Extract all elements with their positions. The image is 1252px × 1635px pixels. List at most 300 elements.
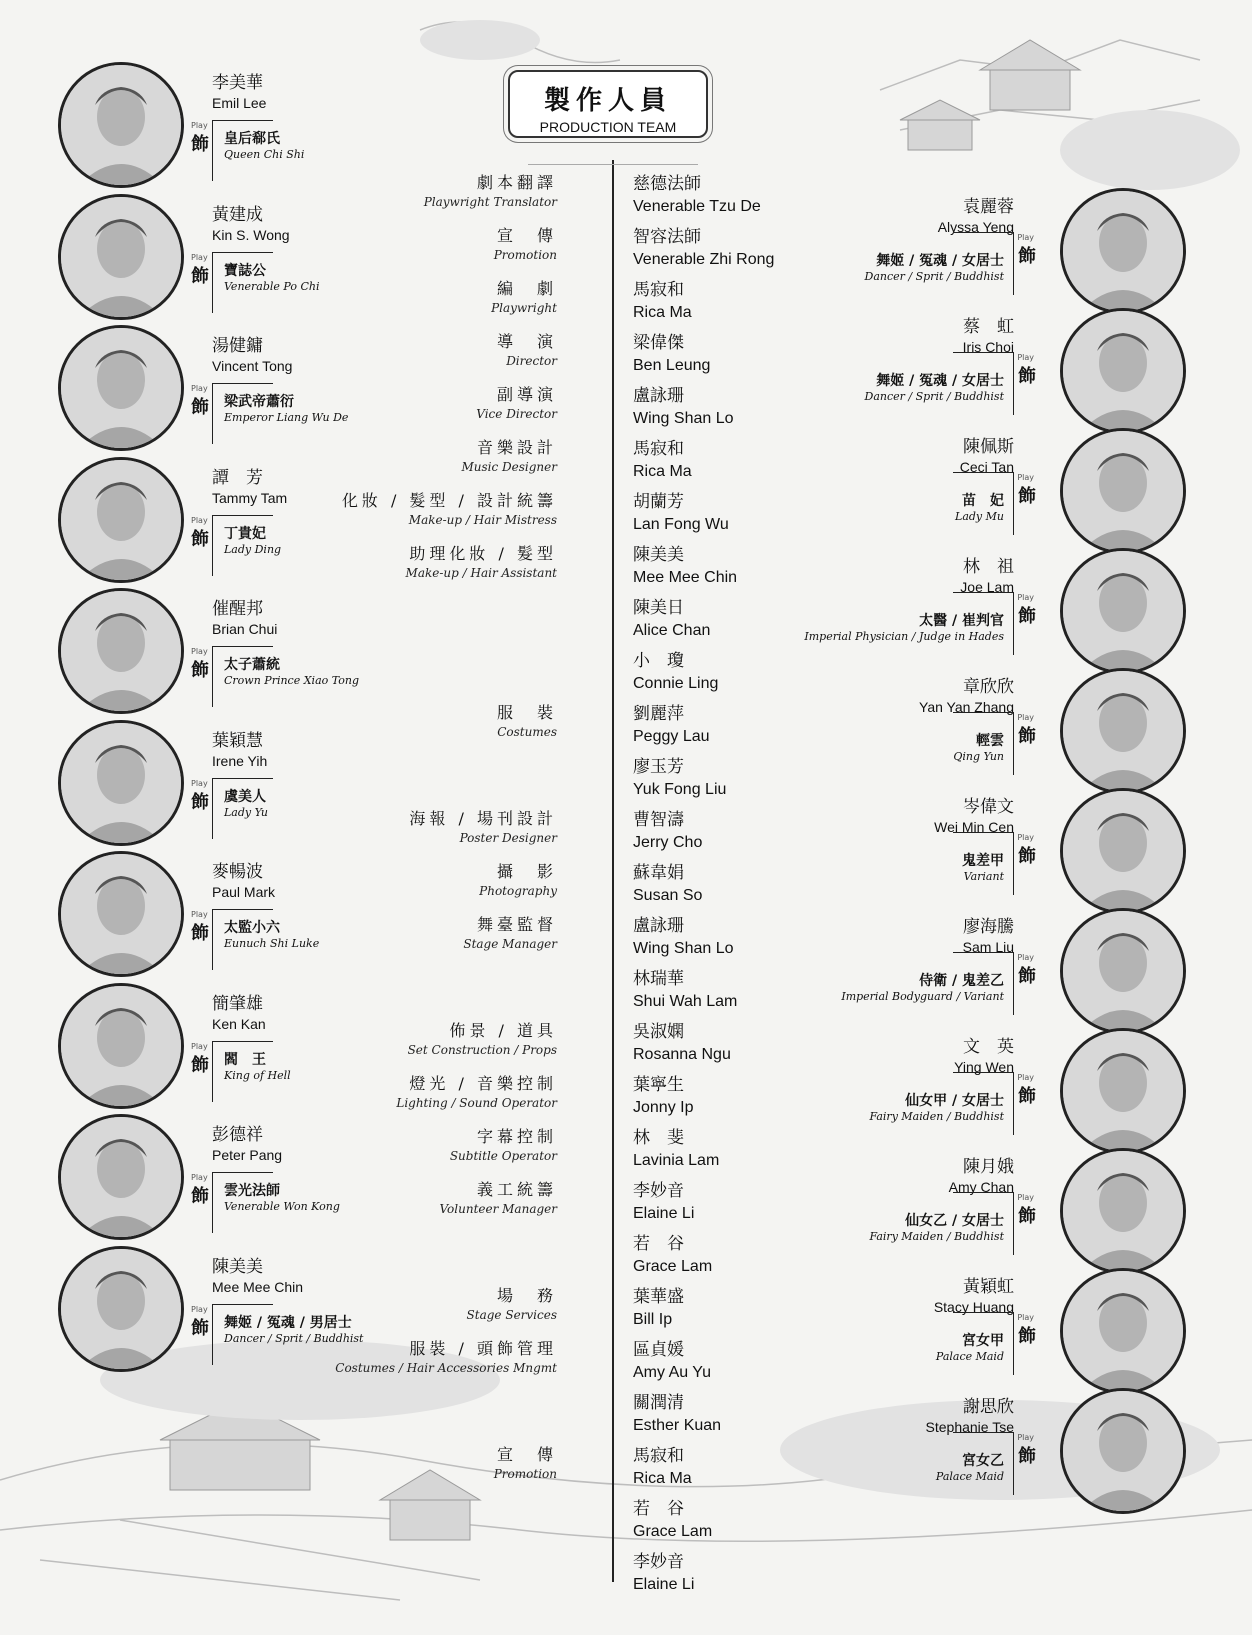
portrait-placeholder-icon xyxy=(61,197,181,317)
center-divider xyxy=(612,160,614,1582)
play-label: Play xyxy=(191,515,208,525)
cast-name xyxy=(934,1276,1014,1316)
portrait-placeholder-icon xyxy=(1063,1151,1183,1271)
crew-person-english-name: Alice Chan xyxy=(633,622,711,639)
crew-person-chinese-name: 智容法師 xyxy=(633,227,701,247)
crew-names xyxy=(633,914,833,1020)
center-divider-cap xyxy=(528,164,698,165)
crew-role xyxy=(409,808,557,846)
cast-english-name: Alyssa Yeng xyxy=(937,219,1014,235)
cast-english-name: Sam Liu xyxy=(962,939,1014,955)
crew-person xyxy=(633,172,833,225)
crew-person xyxy=(633,1338,833,1391)
crew-person-chinese-name: 廖玉芳 xyxy=(633,757,684,777)
cast-portrait xyxy=(1060,188,1186,314)
crew-person-english-name: Jonny Ip xyxy=(633,1099,694,1116)
crew-person-chinese-name: 林瑞華 xyxy=(633,969,684,989)
cast-portrait xyxy=(58,62,184,188)
crew-person-english-name: Venerable Tzu De xyxy=(633,198,761,215)
crew-role-chinese: 導 演 xyxy=(496,332,557,351)
crew-person xyxy=(633,1073,833,1126)
cast-chinese-name: 催醒邦 xyxy=(212,599,263,619)
cast-chinese-name: 黃穎虹 xyxy=(963,1277,1014,1297)
cast-name xyxy=(926,1396,1014,1436)
crew-role-chinese: 化妝 / 髮型 / 設計統籌 xyxy=(341,491,557,510)
crew-role-chinese: 燈光 / 音樂控制 xyxy=(409,1074,557,1093)
crew-role-english: Poster Designer xyxy=(459,831,557,845)
cast-english-name: Stephanie Tse xyxy=(925,1419,1014,1435)
crew-names xyxy=(633,1179,833,1285)
crew-role xyxy=(491,278,557,316)
crew-role-english: Photography xyxy=(479,884,557,898)
cast-english-name: Yan Yan Zhang xyxy=(919,699,1014,715)
cast-role xyxy=(869,1092,1004,1124)
play-label: Play xyxy=(191,910,208,919)
cast-role-english: Dancer / Sprit / Buddhist xyxy=(864,270,1004,283)
crew-role-english: Stage Manager xyxy=(463,937,557,951)
cast-role xyxy=(962,852,1004,884)
play-label: Play xyxy=(191,121,208,130)
cast-role-chinese: 舞姬 / 冤魂 / 男居士 xyxy=(224,1314,352,1331)
cast-name xyxy=(212,1256,303,1296)
cast-role xyxy=(224,919,319,951)
play-label: Play xyxy=(1017,1193,1034,1202)
cast-role-chinese: 太監小六 xyxy=(224,920,280,936)
crew-names xyxy=(633,1073,833,1126)
crew-person xyxy=(633,1285,833,1338)
cast-english-name: Amy Chan xyxy=(948,1179,1014,1195)
crew-names xyxy=(633,225,833,278)
portrait-placeholder-icon xyxy=(61,1249,181,1369)
cast-role-english: Imperial Physician / Judge in Hades xyxy=(804,630,1004,643)
crew-role xyxy=(497,702,557,740)
crew-role-chinese: 助理化妝 / 髮型 xyxy=(409,544,557,563)
portrait-placeholder-icon xyxy=(61,986,181,1106)
cast-role-english: Lady Mu xyxy=(955,510,1004,523)
crew-person xyxy=(633,1232,833,1285)
cast-role-english: Palace Maid xyxy=(935,1470,1004,1483)
crew-person-english-name: Lavinia Lam xyxy=(633,1152,720,1169)
crew-names xyxy=(633,490,833,543)
crew-role-chinese: 攝 影 xyxy=(496,862,557,881)
crew-role xyxy=(396,1073,557,1111)
cast-role xyxy=(869,1212,1004,1244)
cast-name xyxy=(934,796,1014,836)
cast-english-name: Brian Chui xyxy=(212,621,278,637)
cast-role-chinese: 太子蕭統 xyxy=(224,657,280,673)
cast-chinese-name: 黃建成 xyxy=(212,204,263,225)
cast-chinese-name: 章欣欣 xyxy=(963,677,1014,697)
cast-role-chinese: 閻 王 xyxy=(224,1051,266,1068)
portrait-placeholder-icon xyxy=(1063,191,1183,311)
crew-names xyxy=(633,1444,833,1603)
cast-portrait xyxy=(1060,788,1186,914)
crew-role xyxy=(406,543,557,581)
cast-role-chinese: 仙女乙 / 女居士 xyxy=(905,1213,1004,1229)
cast-english-name: Stacy Huang xyxy=(933,1299,1014,1315)
crew-person-chinese-name: 陳美美 xyxy=(633,545,684,565)
cast-role xyxy=(953,732,1004,764)
cast-role-chinese: 鬼差甲 xyxy=(962,853,1004,869)
crew-person-english-name: Elaine Li xyxy=(633,1205,695,1222)
cast-english-name: Emil Lee xyxy=(212,95,267,111)
crew-person-chinese-name: 小 瓊 xyxy=(633,651,684,671)
crew-names xyxy=(633,808,833,861)
crew-person xyxy=(633,543,833,596)
cast-role xyxy=(224,525,281,557)
cast-role-english: Venerable Won Kong xyxy=(224,1200,340,1213)
crew-person xyxy=(633,702,833,755)
play-label: Play xyxy=(191,647,208,656)
cast-portrait xyxy=(58,720,184,846)
portrait-placeholder-icon xyxy=(1063,1031,1183,1151)
crew-names xyxy=(633,1126,833,1179)
play-as-glyph: 飾 xyxy=(1018,1326,1036,1347)
cast-role xyxy=(224,393,348,425)
crew-role xyxy=(408,1020,557,1058)
play-label: Play xyxy=(1017,953,1034,962)
portrait-placeholder-icon xyxy=(61,328,181,448)
portrait-placeholder-icon xyxy=(1063,671,1183,791)
crew-role xyxy=(463,914,557,952)
cast-chinese-name: 文 英 xyxy=(963,1037,1014,1057)
crew-person-chinese-name: 梁偉傑 xyxy=(633,333,684,353)
portrait-placeholder-icon xyxy=(1063,431,1183,551)
cast-name xyxy=(949,1156,1014,1196)
crew-role-chinese: 服裝 / 頭飾管理 xyxy=(409,1339,557,1358)
cast-role-chinese: 梁武帝蕭衍 xyxy=(224,394,294,410)
crew-person-chinese-name: 葉華盛 xyxy=(633,1287,684,1307)
crew-names xyxy=(633,384,833,437)
cast-english-name: Iris Choi xyxy=(962,339,1014,355)
cast-role xyxy=(955,492,1004,524)
cast-chinese-name: 陳佩斯 xyxy=(963,437,1014,457)
crew-role xyxy=(494,225,557,263)
cast-english-name: Paul Mark xyxy=(212,884,276,900)
crew-person-chinese-name: 區貞媛 xyxy=(633,1340,684,1360)
crew-role-english: Vice Director xyxy=(476,407,557,421)
cast-role xyxy=(224,1051,291,1083)
play-as-glyph: 飾 xyxy=(1018,366,1036,387)
play-label: Play xyxy=(191,1173,208,1182)
crew-person-chinese-name: 曹智濤 xyxy=(633,810,684,830)
crew-person xyxy=(633,914,833,967)
crew-role xyxy=(450,1126,557,1164)
crew-role-english: Stage Services xyxy=(466,1308,557,1322)
cast-role-chinese: 宮女甲 xyxy=(962,1333,1004,1349)
cast-portrait xyxy=(1060,308,1186,434)
play-label: Play xyxy=(1017,713,1034,722)
cast-name xyxy=(212,204,290,244)
cast-portrait xyxy=(1060,908,1186,1034)
cast-role-english: Fairy Maiden / Buddhist xyxy=(869,1230,1004,1243)
portrait-placeholder-icon xyxy=(61,591,181,711)
play-as-glyph: 飾 xyxy=(191,660,209,681)
crew-role-english: Promotion xyxy=(493,248,557,262)
cast-portrait xyxy=(1060,1268,1186,1394)
crew-person xyxy=(633,649,833,702)
portrait-placeholder-icon xyxy=(61,854,181,974)
crew-person-english-name: Lan Fong Wu xyxy=(633,516,729,533)
cast-role-english: Palace Maid xyxy=(935,1350,1004,1363)
crew-role-chinese: 海報 / 場刊設計 xyxy=(409,809,557,828)
production-team-title-plaque xyxy=(508,70,708,138)
play-label: Play xyxy=(1017,1433,1034,1442)
play-as-glyph: 飾 xyxy=(1018,246,1036,267)
crew-person-chinese-name: 劉麗萍 xyxy=(633,704,684,724)
cast-role-english: Eunuch Shi Luke xyxy=(224,937,320,950)
crew-role xyxy=(476,384,557,422)
portrait-placeholder-icon xyxy=(1063,1271,1183,1391)
crew-names xyxy=(633,1020,833,1073)
crew-role-english: Subtitle Operator xyxy=(449,1149,557,1163)
cast-chinese-name: 袁麗蓉 xyxy=(963,197,1014,217)
portrait-placeholder-icon xyxy=(61,460,181,580)
portrait-placeholder-icon xyxy=(61,723,181,843)
crew-person xyxy=(633,278,833,331)
crew-person-english-name: Yuk Fong Liu xyxy=(633,781,727,798)
play-label: Play xyxy=(191,384,208,393)
cast-name xyxy=(212,861,275,901)
cast-chinese-name: 廖海騰 xyxy=(963,917,1014,937)
crew-role-english: Set Construction / Props xyxy=(407,1043,557,1057)
play-label: Play xyxy=(191,778,208,788)
play-label: Play xyxy=(1017,1313,1034,1322)
crew-role-chinese: 佈景 / 道具 xyxy=(449,1021,557,1040)
crew-person-chinese-name: 若 谷 xyxy=(633,1499,684,1519)
play-as-glyph: 飾 xyxy=(1018,846,1036,867)
crew-person-chinese-name: 李妙音 xyxy=(633,1552,684,1572)
play-label: Play xyxy=(191,252,208,262)
play-label: Play xyxy=(191,1304,208,1314)
cast-role-chinese: 舞姬 / 冤魂 / 女居士 xyxy=(876,373,1004,389)
title-chinese: 製作人員 xyxy=(543,86,672,116)
cast-role xyxy=(865,252,1004,284)
cast-portrait xyxy=(1060,1028,1186,1154)
cast-role-english: King of Hell xyxy=(224,1068,291,1082)
cast-role-chinese: 雲光法師 xyxy=(224,1183,280,1199)
crew-role xyxy=(335,1338,557,1376)
play-label: Play xyxy=(1017,473,1034,482)
crew-person-english-name: Connie Ling xyxy=(633,675,719,692)
play-as-glyph: 飾 xyxy=(1018,726,1036,747)
play-label: Play xyxy=(1017,1073,1034,1082)
crew-person-chinese-name: 慈德法師 xyxy=(633,174,701,194)
play-as-glyph: 飾 xyxy=(191,791,209,813)
crew-role-chinese: 服 裝 xyxy=(496,703,557,722)
cast-name xyxy=(919,676,1014,716)
crew-role xyxy=(479,861,557,899)
crew-names xyxy=(633,331,833,384)
cast-name xyxy=(938,196,1014,236)
crew-person-english-name: Jerry Cho xyxy=(633,834,703,851)
crew-person xyxy=(633,1179,833,1232)
crew-names xyxy=(633,278,833,331)
crew-role xyxy=(461,437,557,475)
cast-english-name: Tammy Tam xyxy=(212,489,288,506)
cast-chinese-name: 林 祖 xyxy=(963,557,1014,577)
crew-role-chinese: 字幕控制 xyxy=(476,1127,557,1146)
crew-role-chinese: 舞臺監督 xyxy=(476,915,557,934)
cast-chinese-name: 李美華 xyxy=(212,73,263,93)
cast-role-chinese: 輕雲 xyxy=(976,733,1004,749)
cast-role xyxy=(224,262,320,294)
crew-role-english: Director xyxy=(506,354,557,368)
cast-portrait xyxy=(58,1114,184,1240)
crew-person-chinese-name: 馬寂和 xyxy=(633,1446,684,1466)
crew-person-english-name: Susan So xyxy=(633,887,703,904)
crew-person xyxy=(633,1550,833,1603)
cast-role xyxy=(224,130,304,162)
crew-person-english-name: Wing Shan Lo xyxy=(633,410,734,427)
cast-portrait xyxy=(58,1246,184,1372)
cast-role-chinese: 丁貴妃 xyxy=(224,525,266,542)
cast-english-name: Ken Kan xyxy=(212,1015,266,1032)
crew-names xyxy=(633,702,833,808)
cast-name xyxy=(960,436,1014,476)
cast-portrait xyxy=(58,851,184,977)
crew-person-english-name: Shui Wah Lam xyxy=(633,993,738,1010)
cast-portrait xyxy=(58,457,184,583)
crew-person xyxy=(633,1391,833,1444)
cast-english-name: Mee Mee Chin xyxy=(212,1278,304,1295)
crew-names xyxy=(633,172,833,225)
cast-english-name: Joe Lam xyxy=(960,579,1014,595)
crew-person xyxy=(633,967,833,1020)
portrait-placeholder-icon xyxy=(61,1117,181,1237)
play-as-glyph: 飾 xyxy=(1018,1446,1036,1467)
crew-role-english: Lighting / Sound Operator xyxy=(396,1096,557,1110)
crew-person-english-name: Rica Ma xyxy=(633,304,692,321)
cast-chinese-name: 簡肇雄 xyxy=(212,993,263,1014)
crew-names xyxy=(633,861,833,914)
cast-role-english: Variant xyxy=(963,870,1004,883)
portrait-placeholder-icon xyxy=(1063,791,1183,911)
crew-person-chinese-name: 林 斐 xyxy=(633,1128,684,1148)
crew-person-chinese-name: 蘇韋娟 xyxy=(633,863,684,883)
cast-role-english: Queen Chi Shi xyxy=(224,148,305,161)
cast-chinese-name: 湯健鏞 xyxy=(212,336,263,356)
cast-name xyxy=(212,467,287,507)
crew-person-chinese-name: 陳美日 xyxy=(633,598,684,618)
cast-english-name: Peter Pang xyxy=(212,1147,283,1163)
crew-names xyxy=(633,1338,833,1444)
cast-role-chinese: 侍衛 / 鬼差乙 xyxy=(919,973,1004,989)
crew-person-chinese-name: 葉寧生 xyxy=(633,1075,684,1095)
crew-person-chinese-name: 關潤清 xyxy=(633,1393,684,1413)
cast-portrait xyxy=(58,194,184,320)
cast-role-chinese: 虞美人 xyxy=(224,788,266,805)
crew-person xyxy=(633,437,833,490)
crew-role-english: Make-up / Hair Assistant xyxy=(405,566,557,580)
play-as-glyph: 飾 xyxy=(1018,1086,1036,1107)
cast-role xyxy=(224,1182,340,1214)
play-as-glyph: 飾 xyxy=(1018,966,1036,987)
cast-portrait xyxy=(1060,548,1186,674)
cast-portrait xyxy=(58,983,184,1109)
cast-english-name: Irene Yih xyxy=(212,752,268,769)
portrait-placeholder-icon xyxy=(1063,551,1183,671)
cast-name xyxy=(212,993,266,1033)
crew-person-chinese-name: 馬寂和 xyxy=(633,280,684,300)
cast-portrait xyxy=(1060,668,1186,794)
crew-role-chinese: 劇本翻譯 xyxy=(476,173,557,192)
crew-person xyxy=(633,331,833,384)
cast-chinese-name: 葉穎慧 xyxy=(212,730,263,751)
cast-role-chinese: 仙女甲 / 女居士 xyxy=(905,1093,1004,1109)
crew-role-chinese: 宣 傳 xyxy=(496,226,557,245)
cast-role xyxy=(804,612,1004,644)
cast-role-english: Dancer / Sprit / Buddhist xyxy=(224,1331,364,1345)
cast-chinese-name: 麥暢波 xyxy=(212,862,263,882)
cast-name xyxy=(963,316,1014,356)
play-as-glyph: 飾 xyxy=(191,528,209,550)
crew-role-english: Playwright Translator xyxy=(423,195,557,209)
crew-person xyxy=(633,596,833,649)
crew-names xyxy=(633,437,833,490)
cast-role-english: Lady Yu xyxy=(224,805,269,819)
cast-chinese-name: 陳月娥 xyxy=(963,1157,1014,1177)
crew-role-chinese: 宣 傳 xyxy=(496,1445,557,1464)
portrait-placeholder-icon xyxy=(61,65,181,185)
cast-role-english: Emperor Liang Wu De xyxy=(224,411,349,424)
play-as-glyph: 飾 xyxy=(191,397,209,418)
cast-role xyxy=(224,788,268,820)
play-as-glyph: 飾 xyxy=(191,923,209,944)
crew-role xyxy=(424,172,557,210)
play-as-glyph: 飾 xyxy=(191,1317,209,1339)
cast-role xyxy=(865,372,1004,404)
cast-chinese-name: 蔡 虹 xyxy=(963,317,1014,337)
cast-chinese-name: 彭德祥 xyxy=(212,1125,263,1145)
play-as-glyph: 飾 xyxy=(1018,486,1036,507)
crew-person-chinese-name: 盧詠珊 xyxy=(633,916,684,936)
play-label: Play xyxy=(1017,353,1034,362)
portrait-placeholder-icon xyxy=(1063,1391,1183,1511)
cast-english-name: Vincent Tong xyxy=(212,358,293,374)
cast-name xyxy=(212,598,277,638)
crew-role-chinese: 編 劇 xyxy=(496,279,557,298)
portrait-placeholder-icon xyxy=(1063,311,1183,431)
crew-person-english-name: Grace Lam xyxy=(633,1523,713,1540)
play-as-glyph: 飾 xyxy=(191,1054,209,1076)
crew-role-english: Make-up / Hair Mistress xyxy=(408,513,557,527)
crew-names xyxy=(633,1285,833,1338)
cast-role xyxy=(936,1452,1004,1484)
cast-english-name: Ceci Tan xyxy=(959,459,1014,475)
play-label: Play xyxy=(1017,593,1034,602)
crew-role xyxy=(494,1444,557,1482)
title-english: PRODUCTION TEAM xyxy=(539,119,677,135)
cast-role-chinese: 寶誌公 xyxy=(224,262,266,279)
cast-role xyxy=(224,1314,363,1346)
crew-person xyxy=(633,755,833,808)
cast-role-english: Venerable Po Chi xyxy=(224,279,320,293)
crew-person-english-name: Mee Mee Chin xyxy=(633,569,738,586)
crew-role-english: Costumes xyxy=(497,725,557,739)
play-label: Play xyxy=(191,1041,208,1051)
cast-chinese-name: 謝思欣 xyxy=(963,1397,1014,1417)
play-as-glyph: 飾 xyxy=(191,1186,209,1207)
crew-role-english: Promotion xyxy=(493,1467,557,1481)
crew-person-english-name: Bill Ip xyxy=(633,1311,673,1328)
cast-portrait xyxy=(1060,1388,1186,1514)
crew-person xyxy=(633,490,833,543)
crew-person xyxy=(633,861,833,914)
crew-role xyxy=(342,490,557,528)
crew-role-chinese: 場 務 xyxy=(496,1286,557,1305)
cast-chinese-name: 譚 芳 xyxy=(212,467,263,488)
